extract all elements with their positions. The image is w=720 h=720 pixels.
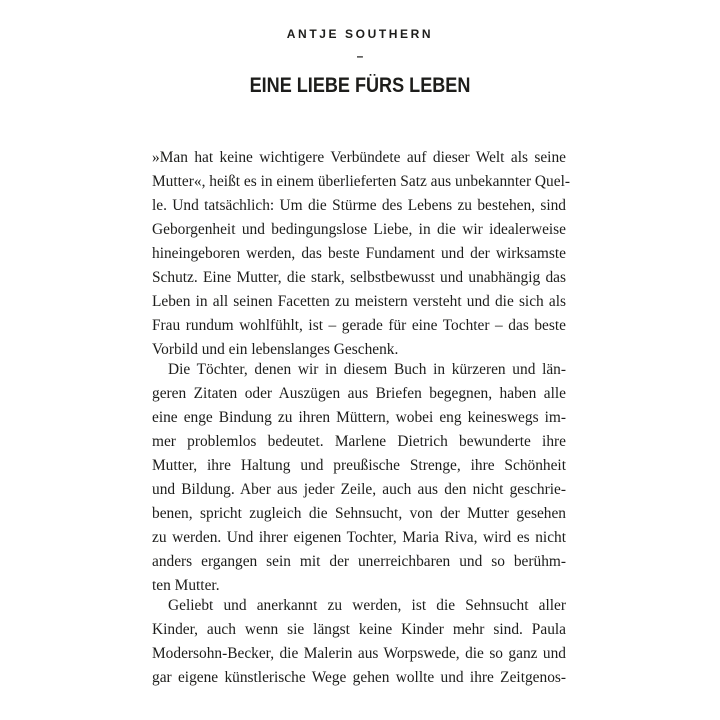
text-line: Kinder, auch wenn sie längst keine Kinder mehr sind. Paula bbox=[152, 621, 566, 638]
text-line: Leben in all seinen Facetten zu meistern versteht und die sich als bbox=[152, 293, 566, 310]
text-line: Geborgenheit und bedingungslose Liebe, in die wir idealerweise bbox=[152, 221, 566, 238]
text-line: Vorbild und ein lebenslanges Geschenk. bbox=[152, 341, 399, 358]
text-line: le. Und tatsächlich: Um die Stürme des Lebens zu bestehen, sind bbox=[152, 197, 566, 214]
text-line: gar eigene künstlerische Wege gehen wollte und ihre Zeitgenos- bbox=[152, 669, 566, 686]
text-line: Mutter«, heißt es in einem überlieferten Satz aus unbekannter Quel- bbox=[152, 173, 570, 190]
chapter-title: EINE LIEBE FÜRS LEBEN bbox=[249, 74, 471, 97]
text-line: Schutz. Eine Mutter, die stark, selbstbewusst und unabhängig das bbox=[152, 269, 566, 286]
text-line: mer problemlos bedeutet. Marlene Dietrich bewunderte ihre bbox=[152, 433, 566, 450]
text-line: geren Zitaten oder Auszügen aus Briefen begegnen, haben alle bbox=[152, 385, 566, 402]
text-line: zu werden. Und ihrer eigenen Tochter, Maria Riva, wird es nicht bbox=[152, 529, 566, 546]
author-name: ANTJE SOUTHERN bbox=[286, 27, 434, 41]
text-line: anders ergangen sein mit der unerreichbaren und so berühm- bbox=[152, 553, 566, 570]
text-line: Geliebt und anerkannt zu werden, ist die Sehnsucht aller bbox=[168, 597, 566, 614]
text-line: hineingeboren werden, das beste Fundament und der wirksamste bbox=[152, 245, 566, 262]
text-line: Die Töchter, denen wir in diesem Buch in kürzeren und län- bbox=[168, 361, 566, 378]
text-line: ten Mutter. bbox=[152, 577, 220, 594]
text-line: benen, spricht zugleich die Sehnsucht, von der Mutter gesehen bbox=[152, 505, 566, 522]
text-line: eine enge Bindung zu ihren Müttern, wobei eng keineswegs im- bbox=[152, 409, 566, 426]
text-line: und Bildung. Aber aus jeder Zeile, auch aus den nicht geschrie- bbox=[152, 481, 566, 498]
text-line: Modersohn-Becker, die Malerin aus Worpswede, die so ganz und bbox=[152, 645, 566, 662]
text-line: Frau rundum wohlfühlt, ist – gerade für eine Tochter – das beste bbox=[152, 317, 566, 334]
text-line: »Man hat keine wichtigere Verbündete auf dieser Welt als seine bbox=[152, 149, 566, 166]
text-line: Mutter, ihre Haltung und preußische Strenge, ihre Schönheit bbox=[152, 457, 566, 474]
header-dash: – bbox=[356, 49, 364, 63]
